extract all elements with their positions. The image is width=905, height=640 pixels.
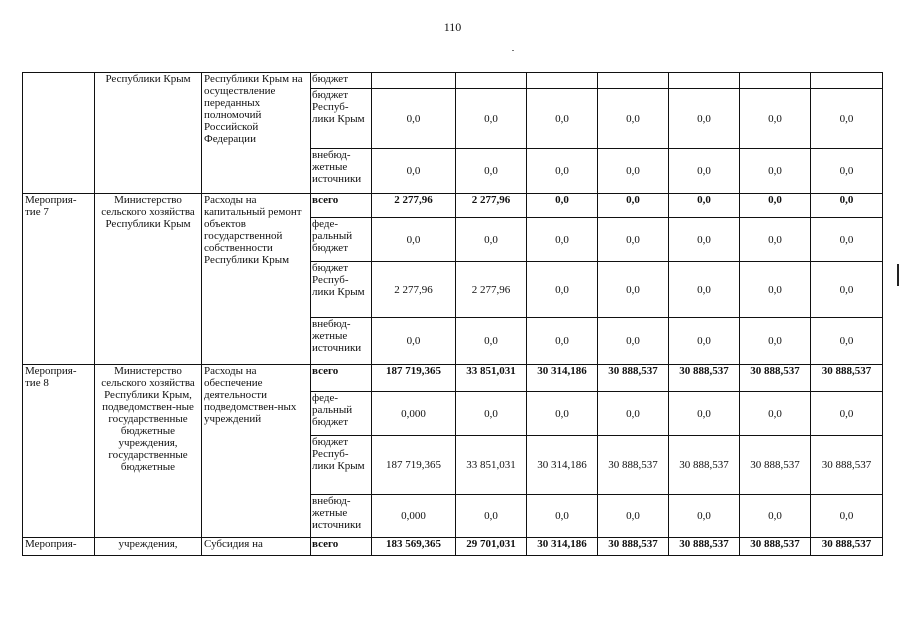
amount-cell: 0,0 (527, 89, 598, 149)
event-cell (23, 73, 95, 194)
amount-cell: 30 314,186 (527, 365, 598, 392)
amount-cell (527, 73, 598, 89)
amount-cell: 0,000 (372, 495, 456, 538)
budget-table (22, 72, 883, 556)
funding-source-cell: всего (311, 194, 372, 218)
amount-cell: 0,0 (811, 149, 883, 194)
funding-source-cell: внебюд-жетные источники (311, 149, 372, 194)
amount-cell: 0,0 (598, 218, 669, 262)
amount-cell: 0,0 (456, 495, 527, 538)
funding-source-cell: бюджет Респуб-лики Крым (311, 89, 372, 149)
description-cell: Расходы на капитальный ремонт объектов государственной собственности Республики Крым (202, 194, 311, 365)
funding-source-cell: всего (311, 365, 372, 392)
amount-cell: 0,0 (598, 149, 669, 194)
amount-cell: 0,0 (527, 194, 598, 218)
amount-cell: 30 888,537 (811, 538, 883, 556)
amount-cell: 0,0 (598, 194, 669, 218)
amount-cell: 30 888,537 (669, 436, 740, 495)
amount-cell: 0,0 (372, 89, 456, 149)
amount-cell: 0,0 (669, 318, 740, 365)
amount-cell: 0,0 (740, 149, 811, 194)
amount-cell: 0,0 (456, 89, 527, 149)
amount-cell: 30 888,537 (811, 365, 883, 392)
amount-cell (811, 73, 883, 89)
funding-source-cell: внебюд-жетные источники (311, 318, 372, 365)
amount-cell: 0,0 (456, 318, 527, 365)
amount-cell: 0,0 (372, 318, 456, 365)
amount-cell: 0,0 (811, 318, 883, 365)
table-row (23, 365, 883, 392)
amount-cell: 0,0 (598, 495, 669, 538)
funding-source-cell: бюджет (311, 73, 372, 89)
table-body (23, 73, 883, 556)
amount-cell: 30 314,186 (527, 538, 598, 556)
amount-cell: 30 888,537 (598, 538, 669, 556)
description-cell: Субсидия на (202, 538, 311, 556)
amount-cell: 187 719,365 (372, 365, 456, 392)
amount-cell: 0,0 (811, 89, 883, 149)
amount-cell: 0,0 (598, 318, 669, 365)
amount-cell: 33 851,031 (456, 436, 527, 495)
amount-cell: 0,0 (372, 149, 456, 194)
funding-source-cell: бюджет Респуб-лики Крым (311, 262, 372, 318)
amount-cell: 0,0 (598, 262, 669, 318)
amount-cell: 0,0 (740, 262, 811, 318)
event-cell: Мероприя-тие 8 (23, 365, 95, 538)
amount-cell: 0,0 (669, 218, 740, 262)
event-cell: Мероприя- (23, 538, 95, 556)
amount-cell: 30 314,186 (527, 436, 598, 495)
amount-cell: 0,0 (811, 495, 883, 538)
amount-cell: 30 888,537 (740, 365, 811, 392)
amount-cell: 30 888,537 (669, 365, 740, 392)
funding-source-cell: внебюд-жетные источники (311, 495, 372, 538)
amount-cell: 0,0 (456, 392, 527, 436)
amount-cell (598, 73, 669, 89)
amount-cell: 0,000 (372, 392, 456, 436)
amount-cell: 0,0 (740, 392, 811, 436)
funding-source-cell: бюджет Респуб-лики Крым (311, 436, 372, 495)
amount-cell: 0,0 (811, 392, 883, 436)
executor-cell: Министерство сельского хозяйства Республики Крым (95, 194, 202, 365)
amount-cell: 0,0 (811, 194, 883, 218)
executor-cell: учреждения, (95, 538, 202, 556)
scan-edge-mark (897, 264, 899, 286)
amount-cell (669, 73, 740, 89)
amount-cell: 30 888,537 (598, 365, 669, 392)
executor-cell: Республики Крым (95, 73, 202, 194)
amount-cell: 0,0 (527, 218, 598, 262)
amount-cell: 187 719,365 (372, 436, 456, 495)
amount-cell: 0,0 (456, 149, 527, 194)
funding-source-cell: феде-ральный бюджет (311, 218, 372, 262)
amount-cell: 0,0 (598, 89, 669, 149)
description-cell: Расходы на обеспечение деятельности подведомствен-ных учреждений (202, 365, 311, 538)
table-row (23, 538, 883, 556)
amount-cell: 0,0 (527, 262, 598, 318)
amount-cell: 30 888,537 (740, 538, 811, 556)
amount-cell: 0,0 (527, 392, 598, 436)
amount-cell: 0,0 (527, 149, 598, 194)
amount-cell: 0,0 (740, 194, 811, 218)
amount-cell: 0,0 (372, 218, 456, 262)
amount-cell: 0,0 (669, 194, 740, 218)
amount-cell: 29 701,031 (456, 538, 527, 556)
description-cell: Республики Крым на осуществление переданных полномочий Российской Федерации (202, 73, 311, 194)
amount-cell: 0,0 (527, 495, 598, 538)
amount-cell: 0,0 (456, 218, 527, 262)
page-number: 110 (443, 20, 462, 34)
funding-source-cell: всего (311, 538, 372, 556)
funding-source-cell: феде-ральный бюджет (311, 392, 372, 436)
amount-cell: 0,0 (740, 495, 811, 538)
amount-cell: 30 888,537 (598, 436, 669, 495)
amount-cell: 0,0 (811, 262, 883, 318)
amount-cell: 0,0 (527, 318, 598, 365)
amount-cell: 0,0 (669, 495, 740, 538)
amount-cell: 2 277,96 (372, 194, 456, 218)
amount-cell: 0,0 (669, 262, 740, 318)
table-row (23, 73, 883, 89)
amount-cell: 2 277,96 (372, 262, 456, 318)
amount-cell: 33 851,031 (456, 365, 527, 392)
amount-cell: 2 277,96 (456, 262, 527, 318)
amount-cell: 0,0 (669, 149, 740, 194)
amount-cell: 0,0 (669, 89, 740, 149)
amount-cell (372, 73, 456, 89)
amount-cell: 0,0 (669, 392, 740, 436)
executor-cell: Министерство сельского хозяйства Республики Крым, подведомствен-ные государственные бюджетные учреждения, государственные бюджетные (95, 365, 202, 538)
amount-cell: 30 888,537 (811, 436, 883, 495)
amount-cell: 30 888,537 (740, 436, 811, 495)
scan-speck (512, 50, 514, 51)
amount-cell: 0,0 (740, 218, 811, 262)
amount-cell (740, 73, 811, 89)
amount-cell: 0,0 (740, 318, 811, 365)
event-cell: Мероприя-тие 7 (23, 194, 95, 365)
amount-cell: 0,0 (740, 89, 811, 149)
table-row (23, 194, 883, 218)
amount-cell: 0,0 (811, 218, 883, 262)
amount-cell: 2 277,96 (456, 194, 527, 218)
amount-cell: 30 888,537 (669, 538, 740, 556)
amount-cell (456, 73, 527, 89)
amount-cell: 0,0 (598, 392, 669, 436)
amount-cell: 183 569,365 (372, 538, 456, 556)
